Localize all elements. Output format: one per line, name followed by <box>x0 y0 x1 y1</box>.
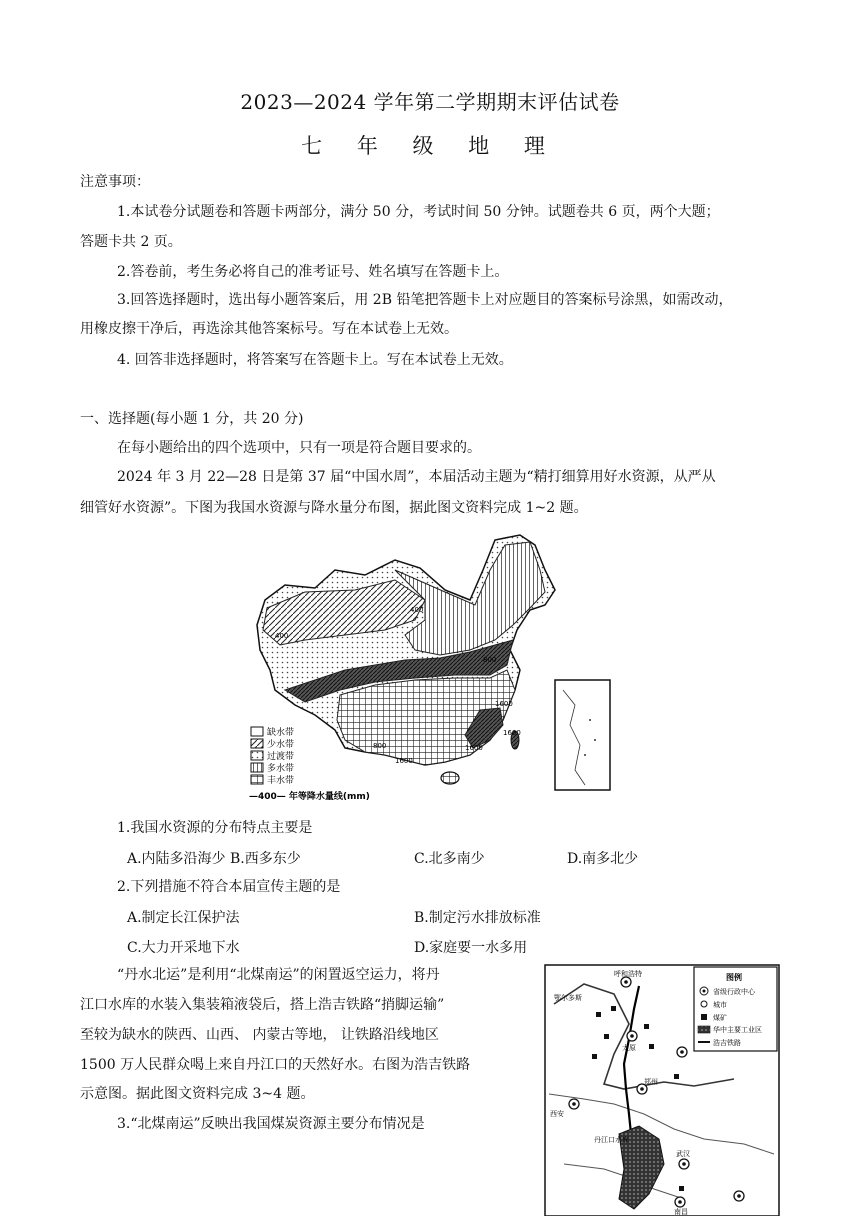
notice-heading: 注意事项： <box>80 174 150 190</box>
legend-item: 华中主要工业区 <box>713 1026 762 1034</box>
legend-item: 过渡带 <box>267 752 295 762</box>
isoline-label: 1600 <box>395 757 413 765</box>
legend-item: 多水带 <box>267 764 295 774</box>
place-label: 西安 <box>550 1110 564 1118</box>
exam-title: 2023—2024 学年第二学期期末评估试卷 <box>240 90 620 114</box>
isoline-label: 400 <box>410 606 424 614</box>
question-3-stem: 3.“北煤南运”反映出我国煤炭资源主要分布情况是 <box>117 1116 425 1132</box>
railway-map-legend <box>694 967 777 1051</box>
exam-subtitle: 七 年 级 地 理 <box>301 134 559 158</box>
place-label: 呼和浩特 <box>614 970 642 978</box>
question-2-option-d[interactable]: D.家庭要一水多用 <box>414 940 528 956</box>
place-label: 武汉 <box>676 1150 690 1158</box>
question-1-option-ab[interactable]: A.内陆多沿海少 B.西多东少 <box>127 851 301 867</box>
section-heading: 一、选择题(每小题 1 分，共 20 分) <box>80 411 304 427</box>
legend-item: 省级行政中心 <box>713 988 755 996</box>
context-paragraph-2-cont: 示意图。据此图文资料完成 3~4 题。 <box>80 1086 315 1102</box>
notice-item-4: 4. 回答非选择题时，将答案写在答题卡上。写在本试卷上无效。 <box>117 352 513 368</box>
legend-item: 丰水带 <box>267 776 295 786</box>
isoline-label: 400 <box>275 632 289 640</box>
question-1-stem: 1.我国水资源的分布特点主要是 <box>117 820 313 836</box>
legend-item: 城市 <box>713 1001 727 1009</box>
place-label: 丹江口水库 <box>594 1136 629 1144</box>
context-paragraph-2-cont: 至较为缺水的陕西、山西、 内蒙古等地， 让铁路沿线地区 <box>80 1027 439 1043</box>
notice-item-2: 2.答卷前，考生务必将自己的准考证号、姓名填写在答题卡上。 <box>117 264 509 280</box>
question-2-option-b[interactable]: B.制定污水排放标准 <box>414 910 541 926</box>
context-paragraph-2: “丹水北运”是利用“北煤南运”的闲置返空运力，将丹 <box>117 967 440 983</box>
notice-item-3: 3.回答选择题时，选出每小题答案后，用 2B 铅笔把答题卡上对应题目的答案标号涂黑，如需改动， <box>117 292 733 308</box>
legend-item: 缺水带 <box>267 728 295 738</box>
haoji-railway-map <box>544 964 780 1216</box>
section-instruction: 在每小题给出的四个选项中，只有一项是符合题目要求的。 <box>117 440 481 456</box>
context-paragraph-1-cont: 细管好水资源”。下图为我国水资源与降水量分布图，据此图文资料完成 1~2 题。 <box>80 500 588 516</box>
south-china-sea-inset <box>555 680 610 790</box>
context-paragraph-1: 2024 年 3 月 22—28 日是第 37 届“中国水周”，本届活动主题为“精打细算用好水资源，从严从 <box>117 469 716 485</box>
water-resources-map <box>245 530 615 812</box>
context-paragraph-2-cont: 1500 万人民群众喝上来自丹江口的天然好水。右图为浩吉铁路 <box>80 1057 471 1073</box>
place-label: 鄂尔多斯 <box>554 994 582 1002</box>
isoline-legend: —400— 年等降水量线(mm) <box>249 792 370 802</box>
isoline-label: 800 <box>373 742 387 750</box>
question-2-stem: 2.下列措施不符合本届宣传主题的是 <box>117 879 341 895</box>
legend-item: 浩吉铁路 <box>713 1039 741 1047</box>
place-label: 南昌 <box>674 1208 688 1216</box>
legend-item: 煤矿 <box>713 1014 727 1022</box>
question-1-option-c[interactable]: C.北多南少 <box>414 851 485 867</box>
legend-title: 图例 <box>726 973 742 982</box>
context-paragraph-2-cont: 江口水库的水装入集装箱液袋后，搭上浩吉铁路“捎脚运输” <box>80 997 445 1013</box>
notice-item-1: 1.本试卷分试题卷和答题卡两部分，满分 50 分，考试时间 50 分钟。试题卷共 6 页，两个大题； <box>117 204 720 220</box>
place-label: 太原 <box>622 1044 636 1052</box>
question-2-option-a[interactable]: A.制定长江保护法 <box>127 910 240 926</box>
isoline-label: 800 <box>483 656 497 664</box>
legend-item: 少水带 <box>267 740 295 750</box>
question-1-option-d[interactable]: D.南多北少 <box>567 851 639 867</box>
place-label: 郑州 <box>644 1078 658 1086</box>
isoline-label: 1600 <box>465 744 483 752</box>
isoline-label: 1600 <box>503 729 521 737</box>
question-2-option-c[interactable]: C.大力开采地下水 <box>127 940 240 956</box>
notice-item-1-cont: 答题卡共 2 页。 <box>80 234 182 250</box>
notice-item-3-cont: 用橡皮擦干净后，再选涂其他答案标号。写在本试卷上无效。 <box>80 321 458 337</box>
isoline-label: 1600 <box>495 700 513 708</box>
